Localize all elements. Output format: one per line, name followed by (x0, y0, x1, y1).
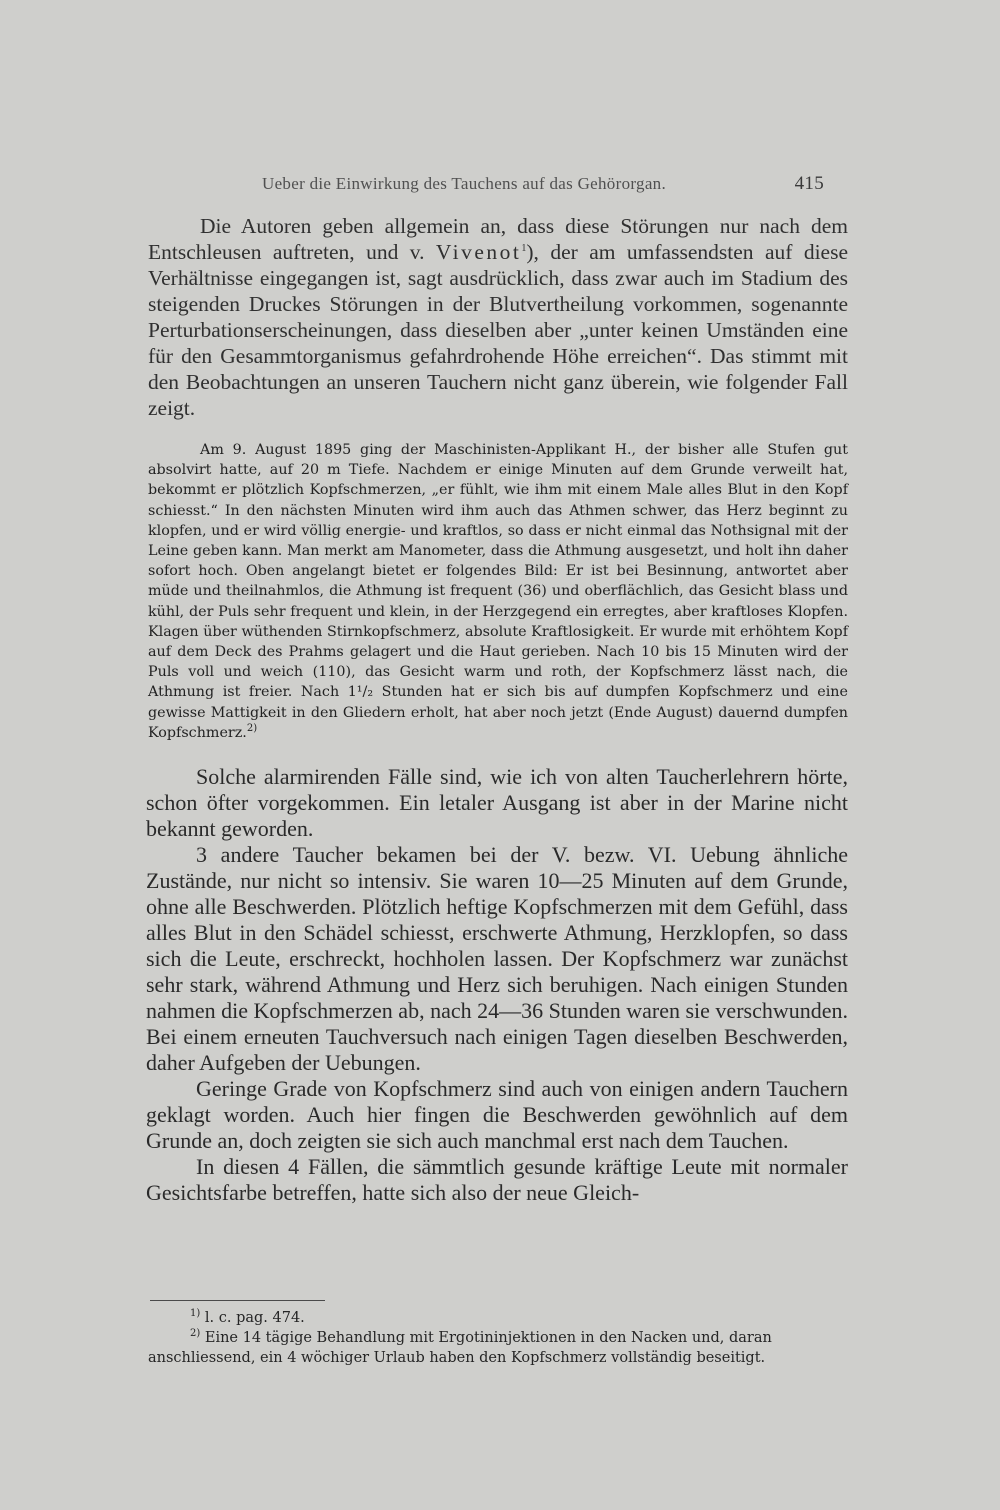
paragraph-1 (148, 213, 848, 421)
footnotes (148, 1308, 848, 1368)
case-report (148, 440, 848, 743)
footnote-divider (150, 1300, 325, 1301)
para1-end: ), der am umfassendsten auf diese Verhältnisse eingegangen ist, sagt ausdrücklich, dass zwar auch im Stadium des steigenden Druckes Störungen in der Blutvertheilung vorkommen, sogenannte Perturbationserscheinungen, dass dieselben aber „unter keinen Umständen eine für den Gesammtorganismus gefahrdrohende Höhe erreichen“. Das stimmt mit den Beobachtungen an unseren Tauchern nicht ganz überein, wie folgender Fall zeigt. (148, 240, 848, 420)
footnote-1 (148, 1308, 848, 1328)
main-text-lower (146, 764, 848, 1206)
case-text: Am 9. August 1895 ging der Maschinisten-Applikant H., der bisher alle Stufen gut absolvirt hatte, auf 20 m Tiefe. Nachdem er einige Minuten auf dem Grunde verweilt hat, bekommt er plötzlich Kopfschmerzen, „er fühlt, wie ihm mit einem Male alles Blut in den Kopf schiesst.“ In den nächsten Minuten wird ihm auch das Athmen schwer, das Herz beginnt zu klopfen, und er wird völlig energie- und kraftlos, so dass er nicht einmal das Nothsignal mit der Leine geben kann. Man merkt am Manometer, dass die Athmung ausgesetzt, und holt ihn daher sofort hoch. Oben angelangt bietet er folgendes Bild: Er ist bei Besinnung, antwortet aber müde und theilnahmlos, die Athmung ist frequent (36) und oberflächlich, das Gesicht blass und kühl, der Puls sehr frequent und klein, in der Herzgegend ein erregtes, aber kraftloses Klopfen. Klagen über wüthenden Stirnkopfschmerz, absolute Kraftlosigkeit. Er wurde mit erhöhtem Kopf auf dem Deck des Prahms gelagert und die Haut gerieben. Nach 10 bis 15 Minuten wird der Puls voll und weich (110), das Gesicht warm und roth, der Kopfschmerz lässt nach, die Athmung ist freier. Nach (148, 442, 848, 701)
page-number: 415 (794, 173, 824, 194)
paragraph-authors (148, 213, 848, 421)
paragraph-3: 3 andere Taucher bekamen bei der V. bezw. VI. Uebung ähnliche Zustände, nur nicht so intensiv. Sie waren 10—25 Minuten auf dem Grunde, ohne alle Beschwerden. Plötzlich heftige Kopfschmerzen mit dem Gefühl, dass alles Blut in den Schädel schiesst, erschwerte Athmung, Herzklopfen, so dass sich die Leute, erschreckt, hochholen lassen. Der Kopfschmerz war zunächst sehr stark, während Athmung und Herz sich beruhigen. Nach einigen Stunden nahmen die Kopfschmerzen ab, nach 24—36 Stunden waren sie verschwunden. Bei einem erneuten Tauchversuch nach einigen Tagen dieselben Beschwerden, daher Aufgeben der Uebungen. (146, 842, 848, 1075)
case-text-end: Stunden hat er sich bis auf dumpfen Kopfschmerz und eine gewisse Mattigkeit in den Gliedern erholt, hat aber noch jetzt (Ende August) dauernd dumpfen Kopfschmerz. (148, 684, 848, 741)
paragraph-2: Solche alarmirenden Fälle sind, wie ich von alten Taucherlehrern hörte, schon öfter vorgekommen. Ein letaler Ausgang ist aber in der Marine nicht bekannt geworden. (146, 764, 848, 841)
paragraph-5: In diesen 4 Fällen, die sämmtlich gesunde kräftige Leute mit normaler Gesichtsfarbe betreffen, hatte sich also der neue Gleich- (146, 1154, 848, 1205)
running-header (262, 173, 824, 195)
footnote-1-text: l. c. pag. 474. (200, 1310, 305, 1326)
paragraph-4: Geringe Grade von Kopfschmerz sind auch von einigen andern Tauchern geklagt worden. Auch hier fingen die Beschwerden gewöhnlich auf dem Grunde an, doch zeigten sie sich auch manchmal erst nach dem Tauchen. (146, 1076, 848, 1153)
footnote-2-mark: 2) (190, 1328, 201, 1340)
footnote-ref-1: 1 (521, 242, 527, 254)
footnote-1-mark: 1) (190, 1308, 201, 1320)
footnote-ref-2: 2) (246, 723, 258, 735)
case-paragraph (148, 440, 848, 743)
footnote-2 (148, 1328, 848, 1368)
case-fraction: 1¹/₂ (347, 684, 374, 701)
footnote-2-text: Eine 14 tägige Behandlung mit Ergotininjektionen in den Nacken und, daran anschliessend, ein 4 wöchiger Urlaub haben den Kopfschmerz vollständig beseitigt. (148, 1330, 772, 1366)
author-name-vivenot: Vivenot (435, 240, 522, 264)
running-title: Ueber die Einwirkung des Tauchens auf das Gehörorgan. (262, 174, 667, 193)
para1-start: Die Autoren geben allgemein an, dass diese Störungen nur nach dem Entschleusen auftreten, und v. (148, 214, 848, 264)
